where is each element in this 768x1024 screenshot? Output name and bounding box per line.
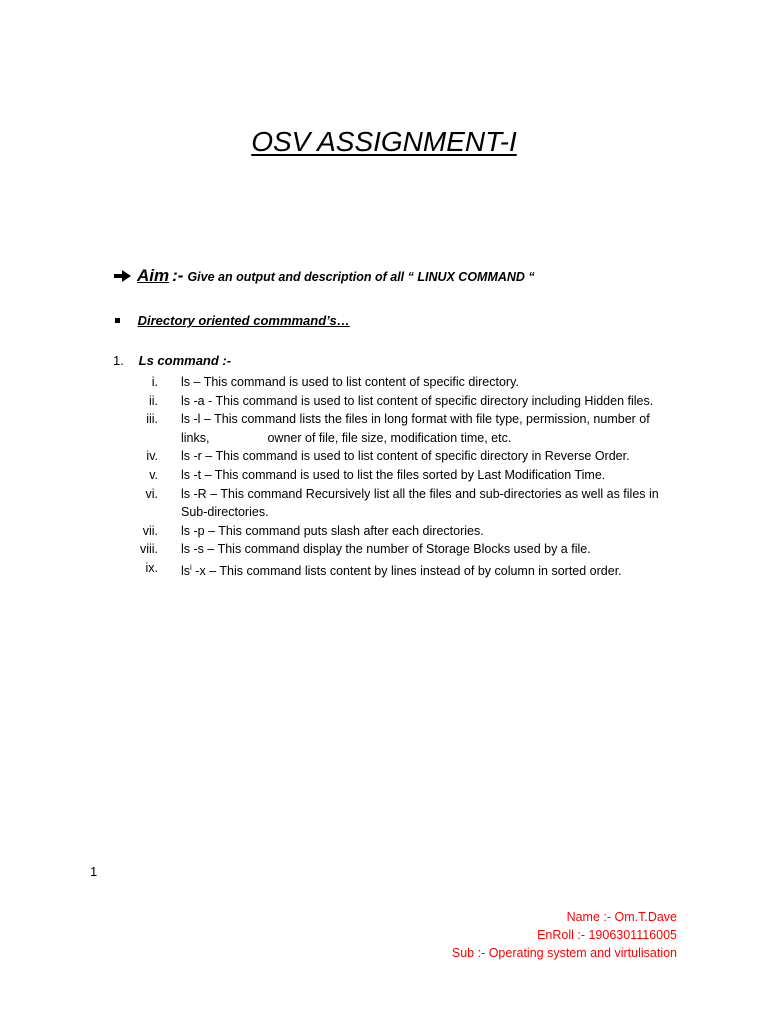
list-item bbox=[120, 522, 680, 541]
aim-line bbox=[114, 266, 535, 286]
list-item bbox=[120, 373, 680, 392]
aim-text: Give an output and description of all “ LINUX COMMAND “ bbox=[187, 270, 535, 284]
aim-label: Aim bbox=[137, 266, 170, 285]
list-numeral: v. bbox=[149, 467, 158, 482]
list-item-text: ls -s – This command display the number of Storage Blocks used by a file. bbox=[181, 542, 591, 557]
aim-separator: :- bbox=[172, 266, 184, 285]
list-item-text: ls -t – This command is used to list the files sorted by Last Modification Time. bbox=[181, 467, 606, 482]
list-numeral: viii. bbox=[139, 542, 158, 557]
list-item-text: ls -r – This command is used to list content of specific directory in Reverse Order. bbox=[181, 449, 630, 464]
arrow-right-icon bbox=[114, 269, 132, 283]
list-item-body bbox=[181, 559, 680, 581]
list-numeral: ix. bbox=[145, 560, 158, 575]
list-item-text-continued: links, bbox=[181, 430, 210, 445]
list-item-text: ls bbox=[181, 564, 191, 579]
command-group-heading bbox=[113, 353, 231, 368]
square-bullet-icon bbox=[115, 318, 120, 323]
list-item-text-continued: owner of file, file size, modification time, etc. bbox=[267, 430, 512, 445]
list-item bbox=[120, 447, 680, 466]
author-name: Name :- Om.T.Dave bbox=[566, 910, 677, 924]
page-title: OSV ASSIGNMENT-I bbox=[251, 126, 517, 157]
list-item bbox=[120, 540, 680, 559]
list-numeral: iv. bbox=[146, 449, 158, 464]
list-numeral: i. bbox=[151, 375, 158, 389]
list-item-text: ls -R – This command Recursively list all the files and sub-directories as well as files in bbox=[181, 486, 659, 501]
list-item-text: ls -l – This command lists the files in long format with file type, permission, number of bbox=[181, 412, 650, 427]
page-number: 1 bbox=[90, 864, 98, 879]
enrollment-number: EnRoll :- 1906301116005 bbox=[537, 928, 677, 943]
list-numeral: vi. bbox=[145, 486, 158, 501]
subject-name: Sub :- Operating system and virtulisation bbox=[451, 946, 677, 961]
list-item bbox=[120, 392, 680, 411]
list-item bbox=[120, 466, 680, 485]
list-numeral: vii. bbox=[142, 523, 158, 538]
list-number: 1. bbox=[113, 353, 124, 368]
section-heading: Directory oriented commmand’s… bbox=[137, 313, 350, 328]
list-numeral: iii. bbox=[146, 412, 158, 427]
list-item-text: ls – This command is used to list content of specific directory. bbox=[181, 375, 519, 389]
list-item-text: -x – This command lists content by lines instead of by column in sorted order. bbox=[191, 564, 622, 579]
list-item-text: ls -a - This command is used to list content of specific directory including Hidden files. bbox=[181, 393, 654, 408]
command-list bbox=[120, 373, 680, 581]
list-item bbox=[120, 559, 680, 581]
list-item-body bbox=[181, 485, 680, 522]
footnote-mark: i bbox=[190, 562, 192, 572]
list-item bbox=[120, 410, 680, 447]
author-footer bbox=[452, 908, 677, 963]
list-item-text: ls -p – This command puts slash after each directories. bbox=[181, 523, 484, 538]
command-heading: Ls command :- bbox=[138, 353, 232, 368]
section-bullet-line bbox=[115, 313, 350, 328]
list-item-body bbox=[181, 410, 680, 447]
list-numeral: ii. bbox=[148, 393, 158, 408]
list-item bbox=[120, 485, 680, 522]
list-item-text-continued: Sub-directories. bbox=[181, 505, 269, 520]
